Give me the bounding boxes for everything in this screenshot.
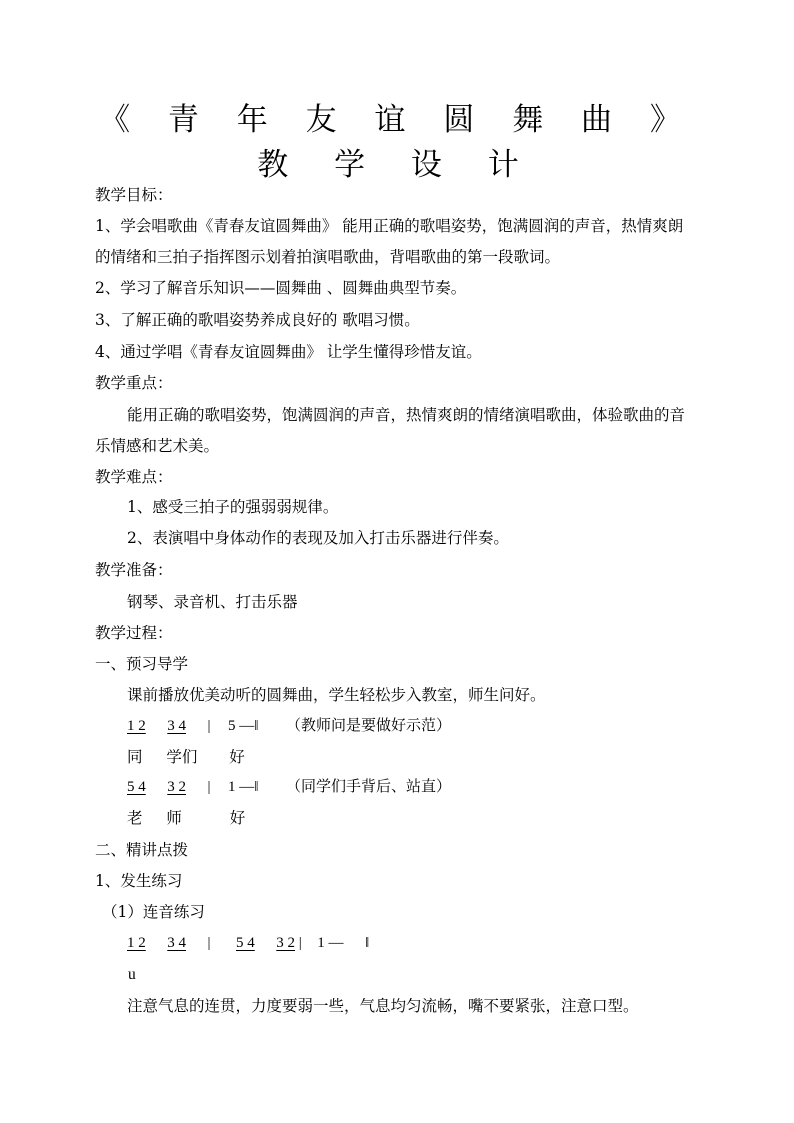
goal-1-line-2: 的情绪和三拍子指挥图示划着拍演唱歌曲，背唱歌曲的第一段歌词。	[95, 248, 561, 266]
notation-3-end: ‖	[365, 935, 370, 951]
preparation-items: 钢琴、录音机、打击乐器	[127, 593, 298, 611]
notation-3-group-1: 1 2	[127, 935, 146, 951]
legato-note: 注意气息的连贯，力度要弱一些，气息均匀流畅，嘴不要紧张，注意口型。	[127, 997, 639, 1015]
part-1-text: 课前播放优美动听的圆舞曲，学生轻松步入教室，师生问好。	[127, 686, 546, 704]
notation-2-tail: 1 —‖	[228, 779, 259, 795]
key-points-line-2: 乐情感和艺术美。	[95, 437, 220, 455]
lyrics-2-word-1: 老	[127, 809, 143, 827]
goal-4: 4、通过学唱《青春友谊圆舞曲》 让学生懂得珍惜友谊。	[95, 343, 482, 361]
lyrics-2-word-3: 好	[229, 809, 246, 827]
notation-2-note: （同学们手背后、站直）	[285, 779, 451, 795]
notation-2-group-2: 3 2	[167, 779, 186, 795]
difficulty-2: 2、表演唱中身体动作的表现及加入打击乐器进行伴奏。	[127, 529, 509, 547]
difficulty-1: 1、感受三拍子的强弱弱规律。	[127, 498, 339, 516]
goal-3: 3、了解正确的歌唱姿势养成良好的 歌唱习惯。	[95, 311, 420, 329]
lyrics-2	[127, 808, 245, 828]
vowel-label: u	[128, 966, 136, 983]
notation-3-group-4: 3 2	[276, 935, 296, 951]
document-title: 《 青 年 友 谊 圆 舞 曲 》	[99, 102, 695, 138]
notation-1-group-1: 1 2	[127, 718, 146, 734]
notation-3-barline-1: |	[207, 935, 211, 951]
notation-1-group-2: 3 4	[167, 718, 186, 734]
notation-2-barline: |	[207, 779, 211, 795]
notation-3-group-2: 3 4	[167, 935, 186, 951]
document-subtitle: 教 学 设 计	[257, 147, 537, 183]
notation-3-group-3: 5 4	[236, 935, 255, 951]
notation-1	[127, 716, 451, 736]
key-points-heading: 教学重点：	[95, 374, 173, 392]
difficulty-heading: 教学难点：	[95, 468, 173, 486]
notation-2	[127, 777, 451, 797]
process-heading: 教学过程：	[95, 624, 173, 642]
part-1-heading: 一、预习导学	[95, 655, 189, 673]
key-points-line-1: 能用正确的歌唱姿势，饱满圆润的声音，热情爽朗的情绪演唱歌曲，体验歌曲的音	[127, 406, 686, 424]
practice-heading: 1、发生练习	[95, 872, 183, 890]
preparation-heading: 教学准备：	[95, 561, 173, 579]
notation-3-barline-2: |	[298, 935, 302, 951]
lyrics-1-word-1: 同	[127, 748, 143, 766]
lyrics-2-word-2: 师	[166, 809, 182, 827]
notation-3	[127, 933, 369, 953]
notation-2-group-1: 5 4	[127, 779, 146, 795]
lyrics-1	[127, 747, 245, 767]
goal-2: 2、学习了解音乐知识——圆舞曲 、圆舞曲典型节奏。	[95, 279, 467, 297]
part-2-heading: 二、精讲点拨	[95, 841, 189, 859]
legato-heading: （1）连音练习	[102, 903, 205, 921]
lyrics-1-word-2: 学们	[166, 748, 198, 766]
notation-1-note: （教师问是要做好示范）	[285, 718, 451, 734]
notation-3-tail: 1 —	[317, 935, 344, 951]
notation-1-barline: |	[207, 718, 211, 734]
goals-heading: 教学目标：	[95, 186, 173, 204]
lyrics-1-word-3: 好	[229, 748, 245, 766]
goal-1-line-1: 1、学会唱歌曲《青春友谊圆舞曲》 能用正确的歌唱姿势，饱满圆润的声音，热情爽朗	[95, 217, 684, 235]
notation-1-tail: 5 —‖	[228, 718, 259, 734]
